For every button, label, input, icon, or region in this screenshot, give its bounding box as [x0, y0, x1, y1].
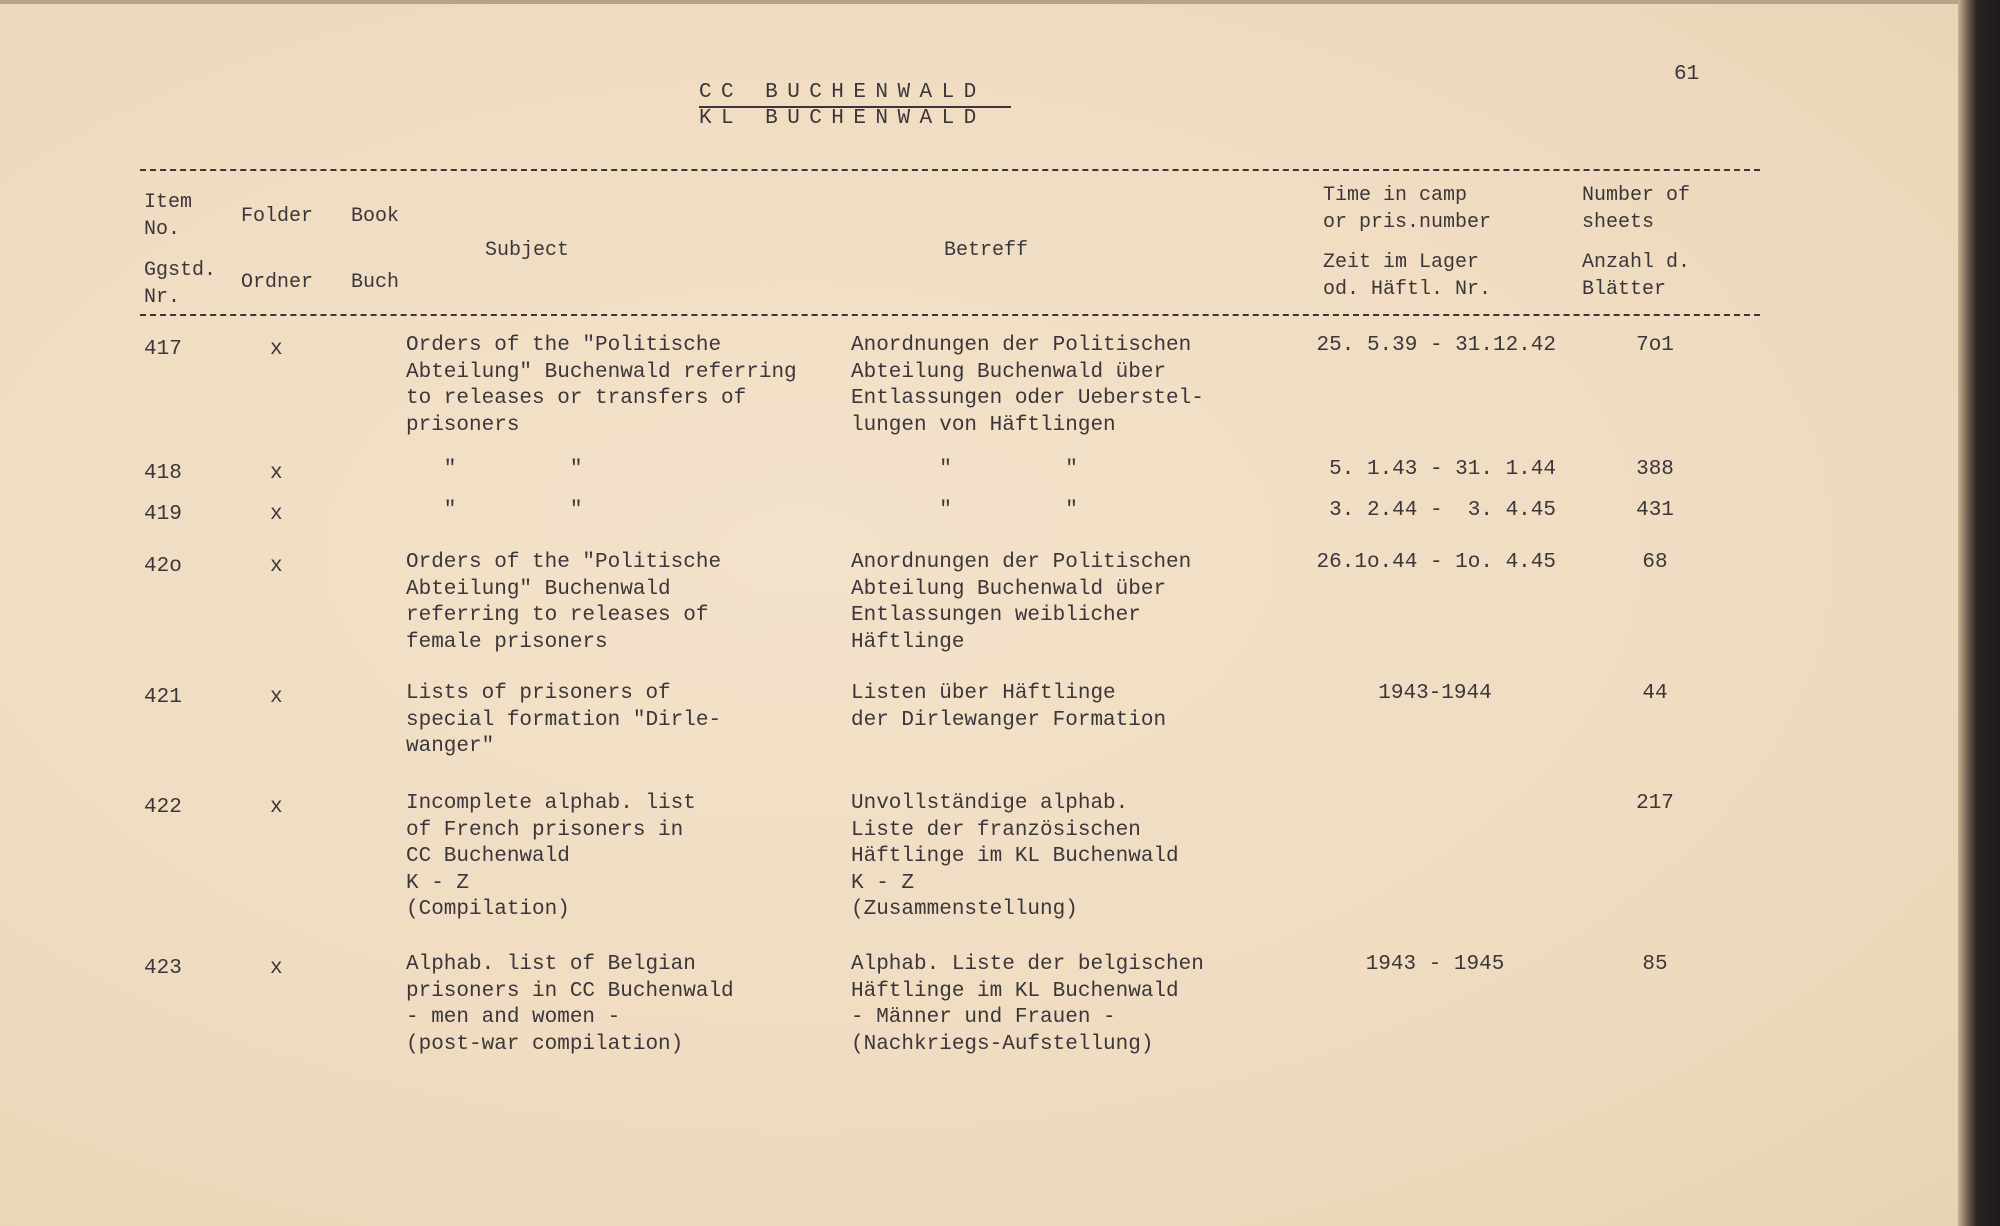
header-sheets-de: Anzahl d. Blätter: [1582, 251, 1691, 301]
title-german: KL BUCHENWALD: [699, 107, 986, 130]
header-ggstd-nr: Ggstd. Nr.: [144, 259, 217, 309]
number-of-sheets: 85: [1642, 953, 1668, 976]
binding-edge: [1958, 0, 2000, 1226]
header-sheets-en: Number of sheets: [1582, 184, 1691, 234]
header-item-no: Item No.: [144, 191, 193, 241]
betreff-text: Listen über Häftlinge der Dirlewanger Formation: [851, 682, 1167, 732]
subject-text: Orders of the "Politische Abteilung" Buchenwald referring to releases or transfers of prisoners: [406, 334, 797, 437]
time-in-camp: 1943-1944: [1378, 682, 1492, 705]
number-of-sheets: 431: [1636, 499, 1674, 522]
item-number: 419: [144, 503, 182, 526]
subject-text: Lists of prisoners of special formation "Dirle- wanger": [406, 682, 722, 758]
betreff-text: " ": [851, 499, 1078, 522]
folder-mark: x: [270, 957, 283, 980]
subject-text: " ": [406, 458, 583, 481]
number-of-sheets: 388: [1636, 458, 1674, 481]
folder-mark: x: [270, 796, 283, 819]
header-folder: Folder: [241, 205, 314, 228]
header-bottom-rule: [140, 314, 1760, 316]
number-of-sheets: 68: [1642, 551, 1668, 574]
time-in-camp: 3. 2.44 - 3. 4.45: [1329, 499, 1556, 522]
header-buch: Buch: [351, 271, 400, 294]
item-number: 421: [144, 686, 182, 709]
item-number: 418: [144, 462, 182, 485]
folder-mark: x: [270, 462, 283, 485]
page-number: 61: [1674, 63, 1700, 86]
time-in-camp: 25. 5.39 - 31.12.42: [1316, 334, 1556, 357]
item-number: 422: [144, 796, 182, 819]
betreff-text: Unvollständige alphab. Liste der französischen Häftlinge im KL Buchenwald K - Z (Zusammenstellung): [851, 792, 1179, 921]
betreff-text: Anordnungen der Politischen Abteilung Buchenwald über Entlassungen oder Ueberstel- lungen von Häftlingen: [851, 334, 1204, 437]
subject-text: " ": [406, 499, 583, 522]
folder-mark: x: [270, 555, 283, 578]
folder-mark: x: [270, 503, 283, 526]
number-of-sheets: 44: [1642, 682, 1668, 705]
page-top-edge: [0, 0, 2000, 4]
subject-text: Alphab. list of Belgian prisoners in CC Buchenwald - men and women - (post-war compilation): [406, 953, 734, 1056]
header-ordner: Ordner: [241, 271, 314, 294]
item-number: 417: [144, 338, 182, 361]
subject-text: Orders of the "Politische Abteilung" Buchenwald referring to releases of female prisoners: [406, 551, 722, 654]
header-book: Book: [351, 205, 400, 228]
header-time-de: Zeit im Lager od. Häftl. Nr.: [1323, 251, 1492, 301]
time-in-camp: 26.1o.44 - 1o. 4.45: [1316, 551, 1556, 574]
betreff-text: Alphab. Liste der belgischen Häftlinge im KL Buchenwald - Männer und Frauen - (Nachkriegs-Aufstellung): [851, 953, 1204, 1056]
betreff-text: " ": [851, 458, 1078, 481]
folder-mark: x: [270, 686, 283, 709]
number-of-sheets: 7o1: [1636, 334, 1674, 357]
header-time-en: Time in camp or pris.number: [1323, 184, 1492, 234]
header-top-rule: [140, 169, 1760, 171]
time-in-camp: 5. 1.43 - 31. 1.44: [1329, 458, 1556, 481]
header-betreff: Betreff: [944, 239, 1029, 262]
item-number: 423: [144, 957, 182, 980]
item-number: 42o: [144, 555, 182, 578]
header-subject: Subject: [485, 239, 570, 262]
subject-text: Incomplete alphab. list of French prisoners in CC Buchenwald K - Z (Compilation): [406, 792, 696, 921]
time-in-camp: 1943 - 1945: [1365, 953, 1505, 976]
title-english: CC BUCHENWALD: [699, 81, 986, 104]
number-of-sheets: 217: [1636, 792, 1674, 815]
betreff-text: Anordnungen der Politischen Abteilung Buchenwald über Entlassungen weiblicher Häftlinge: [851, 551, 1192, 654]
folder-mark: x: [270, 338, 283, 361]
